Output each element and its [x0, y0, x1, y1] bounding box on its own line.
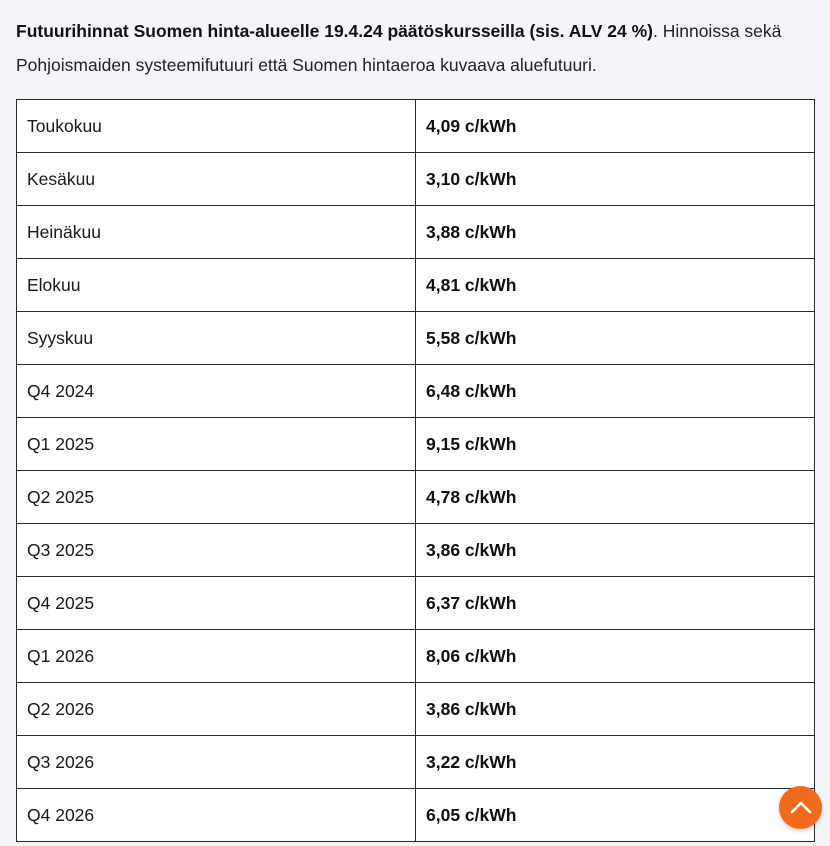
period-cell: Heinäkuu [17, 206, 416, 259]
table-row [17, 524, 815, 577]
period-cell: Toukokuu [17, 100, 416, 153]
period-cell: Q3 2026 [17, 736, 416, 789]
intro-paragraph [16, 14, 816, 82]
price-cell: 4,81 c/kWh [416, 259, 815, 312]
price-cell: 8,06 c/kWh [416, 630, 815, 683]
chevron-up-icon [789, 796, 813, 820]
price-cell: 4,78 c/kWh [416, 471, 815, 524]
period-cell: Syyskuu [17, 312, 416, 365]
table-row [17, 577, 815, 630]
scroll-to-top-button[interactable] [779, 786, 822, 829]
period-cell: Q2 2026 [17, 683, 416, 736]
period-cell: Q2 2025 [17, 471, 416, 524]
price-cell: 3,10 c/kWh [416, 153, 815, 206]
table-row [17, 259, 815, 312]
table-row [17, 312, 815, 365]
table-row [17, 471, 815, 524]
intro-bold-text: Futuurihinnat Suomen hinta-alueelle 19.4.24 päätöskursseilla (sis. ALV 24 %) [16, 21, 653, 41]
table-row [17, 418, 815, 471]
table-row [17, 789, 815, 842]
table-row [17, 736, 815, 789]
table-row [17, 630, 815, 683]
period-cell: Kesäkuu [17, 153, 416, 206]
period-cell: Q4 2026 [17, 789, 416, 842]
intro-rest-text: . Hinnoissa sekä Pohjoismaiden systeemifutuuri että Suomen hintaeroa kuvaava aluefutuuri. [16, 21, 782, 75]
period-cell: Q1 2026 [17, 630, 416, 683]
table-row [17, 365, 815, 418]
period-cell: Q4 2025 [17, 577, 416, 630]
table-row [17, 206, 815, 259]
price-cell: 3,88 c/kWh [416, 206, 815, 259]
price-cell: 5,58 c/kWh [416, 312, 815, 365]
table-body [17, 100, 815, 842]
price-cell: 4,09 c/kWh [416, 100, 815, 153]
period-cell: Q3 2025 [17, 524, 416, 577]
period-cell: Elokuu [17, 259, 416, 312]
price-cell: 6,37 c/kWh [416, 577, 815, 630]
price-cell: 3,86 c/kWh [416, 683, 815, 736]
table-row [17, 100, 815, 153]
price-cell: 9,15 c/kWh [416, 418, 815, 471]
futures-price-table [16, 99, 815, 842]
period-cell: Q4 2024 [17, 365, 416, 418]
table-row [17, 683, 815, 736]
price-cell: 6,05 c/kWh [416, 789, 815, 842]
price-cell: 6,48 c/kWh [416, 365, 815, 418]
period-cell: Q1 2025 [17, 418, 416, 471]
table-row [17, 153, 815, 206]
price-cell: 3,22 c/kWh [416, 736, 815, 789]
price-cell: 3,86 c/kWh [416, 524, 815, 577]
